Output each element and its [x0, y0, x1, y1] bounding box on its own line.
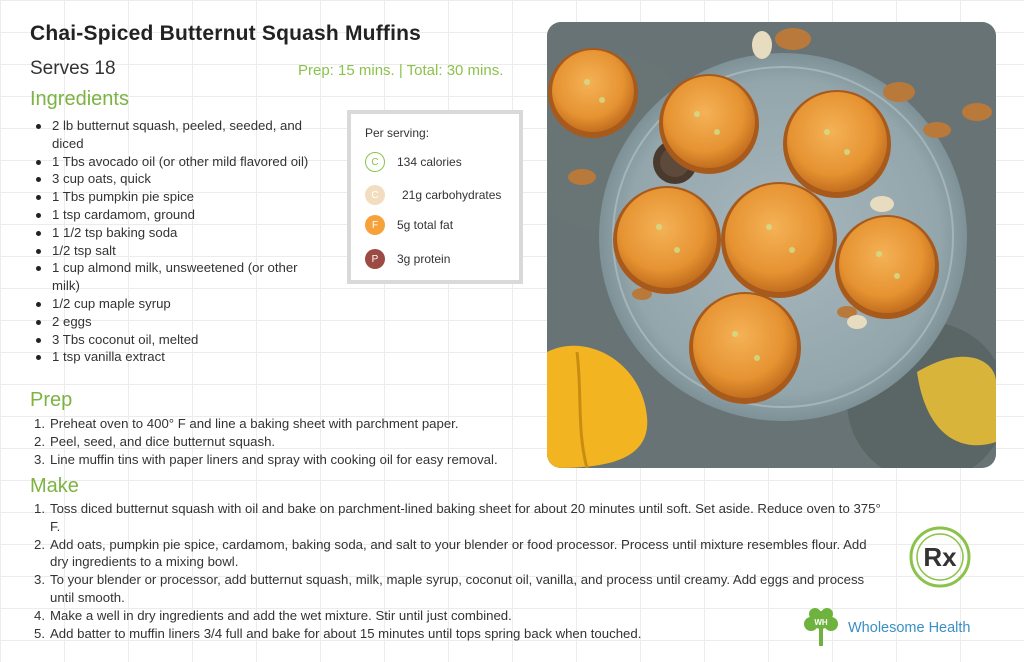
- nutrition-protein: [365, 248, 450, 270]
- nutrition-value: 5g total fat: [397, 218, 454, 232]
- make-steps-list: [34, 500, 888, 642]
- nutrition-calories: [365, 151, 462, 173]
- ingredients-heading: Ingredients: [30, 88, 129, 110]
- ingredient-item: 1 Tbs avocado oil (or other mild flavored oil): [34, 153, 324, 171]
- step-text: Make a well in dry ingredients and add the wet mixture. Stir until just combined.: [50, 607, 512, 623]
- ingredient-item: 1 tsp cardamom, ground: [34, 206, 324, 224]
- rx-mark: Rx: [923, 542, 957, 572]
- rx-logo: [909, 526, 971, 588]
- nutrition-carbohydrates: [365, 184, 501, 206]
- step-number: 3.: [34, 451, 45, 467]
- step-text: Add batter to muffin liners 3/4 full and bake for about 15 minutes until tops spring back when touched.: [50, 625, 642, 641]
- step-number: 5.: [34, 625, 45, 641]
- muffins-photo: [547, 22, 996, 468]
- tree-icon: [800, 606, 842, 650]
- make-step: [34, 571, 888, 607]
- ingredient-item: 1 cup almond milk, unsweetened (or other milk): [34, 259, 324, 295]
- nutrition-value: 3g protein: [397, 252, 451, 266]
- ingredient-item: 3 Tbs coconut oil, melted: [34, 331, 324, 349]
- step-number: 1.: [34, 501, 45, 516]
- prep-step: [34, 415, 558, 433]
- step-text: Peel, seed, and dice butternut squash.: [50, 433, 276, 449]
- step-number: 2.: [34, 433, 45, 449]
- make-step: [34, 536, 888, 572]
- protein-icon: P: [365, 249, 385, 269]
- step-number: 3.: [34, 572, 45, 588]
- brand-name: Wholesome Health: [848, 620, 971, 636]
- prep-steps-list: [34, 415, 558, 468]
- ingredient-item: 2 eggs: [34, 313, 324, 331]
- nutrition-value: 134 calories: [397, 155, 462, 169]
- nutrition-value: 21g carbohydrates: [402, 188, 502, 202]
- ingredient-item: 1/2 tsp salt: [34, 242, 324, 260]
- ingredient-item: 2 lb butternut squash, peeled, seeded, and diced: [34, 117, 324, 153]
- make-step: [34, 607, 888, 625]
- step-text: Add oats, pumpkin pie spice, cardamom, baking soda, and salt to your blender or food processor. Process until mixture resembles flour. Add dry ingredients to a mixing bowl.: [50, 536, 867, 570]
- nutrition-panel: [347, 110, 523, 284]
- nutrition-title: Per serving:: [365, 126, 430, 140]
- nutrition-fat: [365, 214, 453, 236]
- step-text: Line muffin tins with paper liners and spray with cooking oil for easy removal.: [50, 451, 498, 467]
- step-number: 2.: [34, 536, 45, 552]
- ingredient-item: 1/2 cup maple syrup: [34, 295, 324, 313]
- carbohydrates-icon: C: [365, 185, 385, 205]
- make-heading: Make: [30, 475, 79, 497]
- make-step: [34, 625, 888, 643]
- fat-icon: F: [365, 215, 385, 235]
- recipe-title: Chai-Spiced Butternut Squash Muffins: [30, 22, 422, 45]
- step-text: Toss diced butternut squash with oil and bake on parchment-lined baking sheet for about 20 minutes until soft. Set aside. Reduce oven to 375° F.: [50, 501, 881, 534]
- ingredient-item: 1 tsp vanilla extract: [34, 348, 324, 366]
- wh-mark: WH: [814, 618, 828, 627]
- prep-step: [34, 433, 558, 451]
- serves-count: Serves 18: [30, 58, 116, 79]
- prep-time: Prep: 15 mins. | Total: 30 mins.: [298, 62, 504, 79]
- make-step: [34, 500, 888, 536]
- ingredients-list: [34, 117, 324, 366]
- ingredient-item: 1 1/2 tsp baking soda: [34, 224, 324, 242]
- calories-icon: C: [365, 152, 385, 172]
- prep-step: [34, 451, 558, 469]
- step-number: 4.: [34, 607, 45, 623]
- step-text: Preheat oven to 400° F and line a baking sheet with parchment paper.: [50, 416, 459, 431]
- wholesome-health-logo: [800, 606, 971, 650]
- step-number: 1.: [34, 416, 45, 431]
- ingredient-item: 3 cup oats, quick: [34, 170, 324, 188]
- prep-heading: Prep: [30, 389, 73, 411]
- ingredient-item: 1 Tbs pumpkin pie spice: [34, 188, 324, 206]
- step-text: To your blender or processor, add butternut squash, milk, maple syrup, coconut oil, vanilla, and process until creamy. Add eggs and process until smooth.: [50, 572, 865, 605]
